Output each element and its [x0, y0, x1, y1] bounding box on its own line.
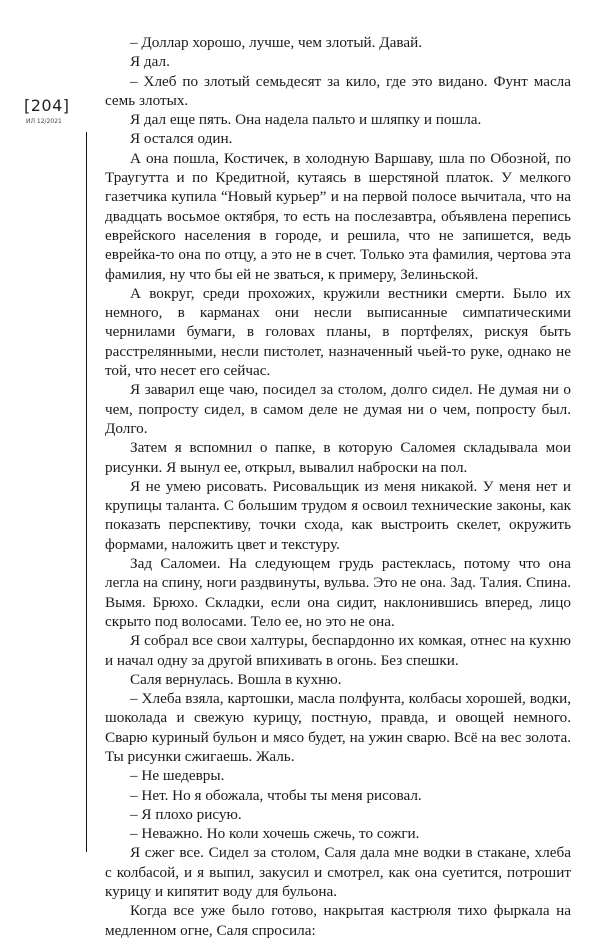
paragraph: – Нет. Но я обожала, чтобы ты меня рисовал. [130, 786, 422, 804]
paragraph: – Доллар хорошо, лучше, чем злотый. Давай. [130, 34, 423, 51]
paragraph: Зад Саломеи. На следующем грудь растеклась, потому что она легла на спину, ноги раздвинуты, вульва. Это не она. Зад. Талия. Спина. Вымя. Брюхо. Складки, если она сидит, наклонившись вперед, лицо скрыто под волосами. Тело ее, но это не она. [105, 555, 571, 630]
paragraph: – Я плохо рисую. [130, 805, 242, 823]
paragraph: – Хлеба взяла, картошки, масла полфунта, колбасы хорошей, водки, шоколада и свежую курицу, постную, правда, и овощей немного. Сварю куриный бульон и мясо будет, на ужин сварю. Всё на вес золота. Ты рисунки сжигаешь. Жаль. [105, 690, 571, 765]
paragraph: – Не шедевры. [130, 767, 225, 785]
issue-label: ИЛ 12/2021 [26, 118, 62, 125]
paragraph: А вокруг, среди прохожих, кружили вестники смерти. Было их немного, в карманах они несли выписанные симпатическими чернилами бумаги, в головах планы, в портфелях, рискуя быть расстрелянными, несли пистолет, назначенный чьей-то руке, однако не той, что несет его сейчас. [105, 284, 571, 380]
paragraph: – Неважно. Но коли хочешь сжечь, то сожги. [130, 825, 420, 843]
paragraph: Я собрал все свои халтуры, беспардонно их комкая, отнес на кухню и начал одну за другой впихивать в огонь. Без спешки. [105, 632, 571, 669]
paragraph: А она пошла, Костичек, в холодную Варшаву, шла по Обозной, по Траугутта и по Кредитной, кутаясь в шерстяной платок. У мелкого газетчика купила “Новый курьер” и на первой полосе вычитала, что на двадцать восьмое октября, то есть на послезавтра, объявлена перепись еврейского населения в городе, и решила, что не запишется, ведь еврейка-то она по отцу, а это не в счет. Только эта фамилия, чертова эта фамилия, ну что бы ей не зваться, к примеру, Зелиньской. [105, 149, 571, 283]
paragraph: Затем я вспомнил о папке, в которую Саломея складывала мои рисунки. Я вынул ее, открыл, вывалил наброски на пол. [105, 439, 571, 476]
paragraph: Я дал. [130, 53, 170, 71]
paragraph: Я не умею рисовать. Рисовальщик из меня никакой. У меня нет и крупицы таланта. С большим трудом я освоил технические законы, как показать перспективу, точки схода, как выстроить скелет, окружить формами, наложить цвет и текстуру. [105, 477, 571, 553]
page-number: [204] [24, 96, 70, 115]
paragraph: Саля вернулась. Вошла в кухню. [130, 670, 342, 688]
paragraph: Я заварил еще чаю, посидел за столом, долго сидел. Не думая ни о чем, попросту сидел, в самом деле не думая ни о чем, попросту был. Долго. [105, 381, 571, 437]
paragraph: Я остался один. [130, 130, 233, 148]
paragraph: – Хлеб по злотый семьдесят за кило, где это видано. Фунт масла семь злотых. [105, 72, 571, 109]
paragraph: Я дал еще пять. Она надела пальто и шляпку и пошла. [130, 111, 482, 129]
body-text [105, 33, 571, 940]
paragraph: Когда все уже было готово, накрытая кастрюля тихо фыркала на медленном огне, Саля спросила: [105, 902, 571, 939]
margin-rule [86, 132, 87, 852]
paragraph: Я сжег все. Сидел за столом, Саля дала мне водки в стакане, хлеба с колбасой, и я выпил, закусил и смотрел, как она суетится, потрошит курицу и кипятит воду для бульона. [105, 844, 571, 901]
